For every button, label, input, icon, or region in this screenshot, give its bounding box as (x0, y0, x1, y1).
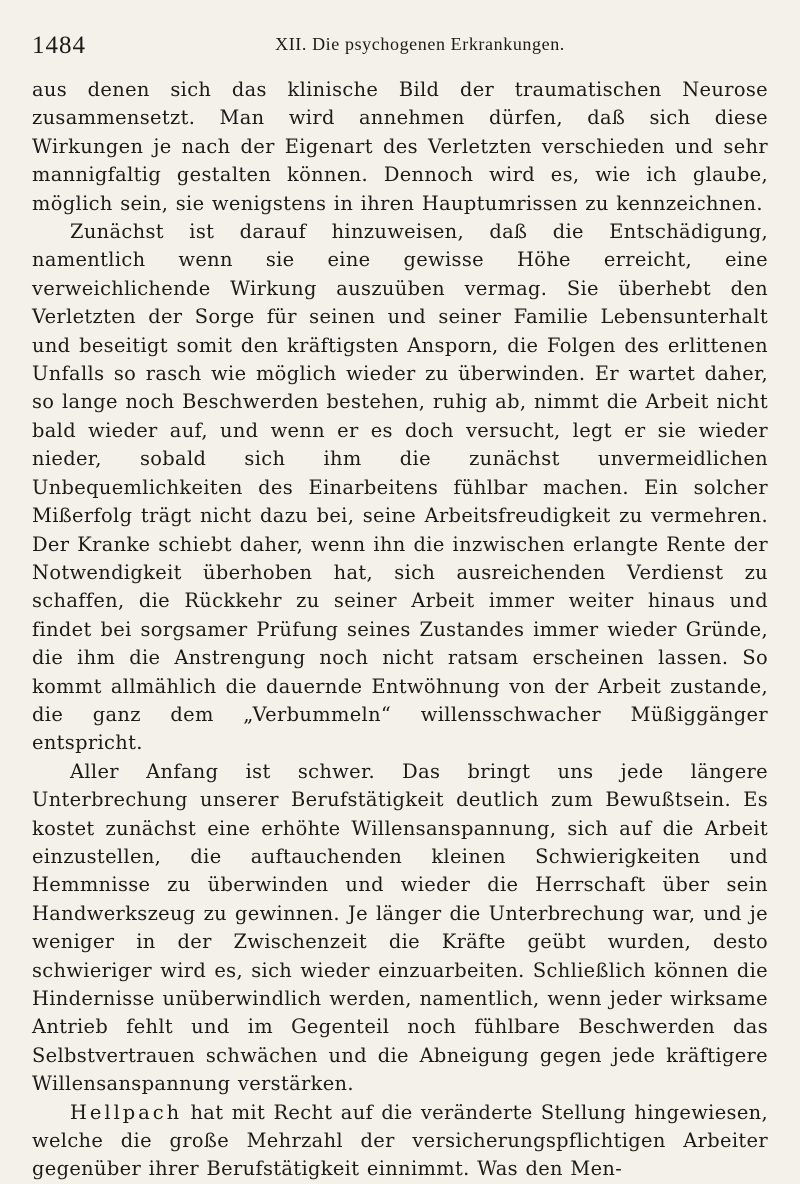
paragraph-beginning-hard: Aller Anfang ist schwer. Das bringt uns jede längere Unterbrechung unserer Berufstätigkeit deutlich zum Bewußtsein. Es kostet zunächst eine erhöhte Willensanspannung, sich auf die Arbeit einzustellen, die auftauchenden kleinen Schwierigkeiten und Hemmnisse zu überwinden und wieder die Herrschaft über sein Handwerkszeug zu gewinnen. Je länger die Unterbrechung war, und je weniger in der Zwischenzeit die Kräfte geübt wurden, desto schwieriger wird es, sich wieder einzuarbeiten. Schließlich können die Hindernisse unüberwindlich werden, namentlich, wenn jeder wirksame Antrieb fehlt und im Gegenteil noch fühlbare Beschwerden das Selbstvertrauen schwächen und die Abneigung gegen jede kräftigere Willensanspannung verstärken. (32, 759, 768, 1096)
author-name: Hellpach (70, 1100, 183, 1124)
body-text (32, 76, 768, 1184)
paragraph-continued: aus denen sich das klinische Bild der traumatischen Neurose zusammensetzt. Man wird annehmen dürfen, daß sich diese Wirkungen je nach der Eigenart des Verletzten verschieden und sehr mannigfaltig gestalten können. Dennoch wird es, wie ich glaube, möglich sein, sie wenigstens in ihren Hauptumrissen zu kennzeichnen. (32, 78, 768, 215)
paragraph-hellpach (32, 1099, 768, 1184)
page-header (32, 28, 768, 70)
running-title: XII. Die psychogenen Erkrankungen. (275, 34, 565, 54)
page-number: 1484 (32, 32, 86, 59)
paragraph-hellpach-text: hat mit Recht auf die veränderte Stellung hingewiesen, welche die große Mehrzahl der versicherungspflichtigen Arbeiter gegenüber ihrer Berufstätigkeit einnimmt. Was den Men- (32, 1100, 768, 1181)
paragraph-compensation: Zunächst ist darauf hinzuweisen, daß die Entschädigung, namentlich wenn sie eine gewisse Höhe erreicht, eine verweichlichende Wirkung auszuüben vermag. Sie überhebt den Verletzten der Sorge für seinen und seiner Familie Lebensunterhalt und beseitigt somit den kräftigsten Ansporn, die Folgen des erlittenen Unfalls so rasch wie möglich wieder zu überwinden. Er wartet daher, so lange noch Beschwerden bestehen, ruhig ab, nimmt die Arbeit nicht bald wieder auf, und wenn er es doch versucht, legt er sie wieder nieder, sobald sich ihm die zunächst unvermeidlichen Unbequemlichkeiten des Einarbeitens fühlbar machen. Ein solcher Mißerfolg trägt nicht dazu bei, seine Arbeitsfreudigkeit zu vermehren. Der Kranke schiebt daher, wenn ihn die inzwischen erlangte Rente der Notwendigkeit überhoben hat, sich ausreichenden Verdienst zu schaffen, die Rückkehr zu seiner Arbeit immer weiter hinaus und findet bei sorgsamer Prüfung seines Zustandes immer wieder Gründe, die ihm die Anstrengung noch nicht ratsam erscheinen lassen. So kommt allmählich die dauernde Entwöhnung von der Arbeit zustande, die ganz dem „Verbummeln“ willensschwacher Müßiggänger entspricht. (32, 220, 768, 755)
